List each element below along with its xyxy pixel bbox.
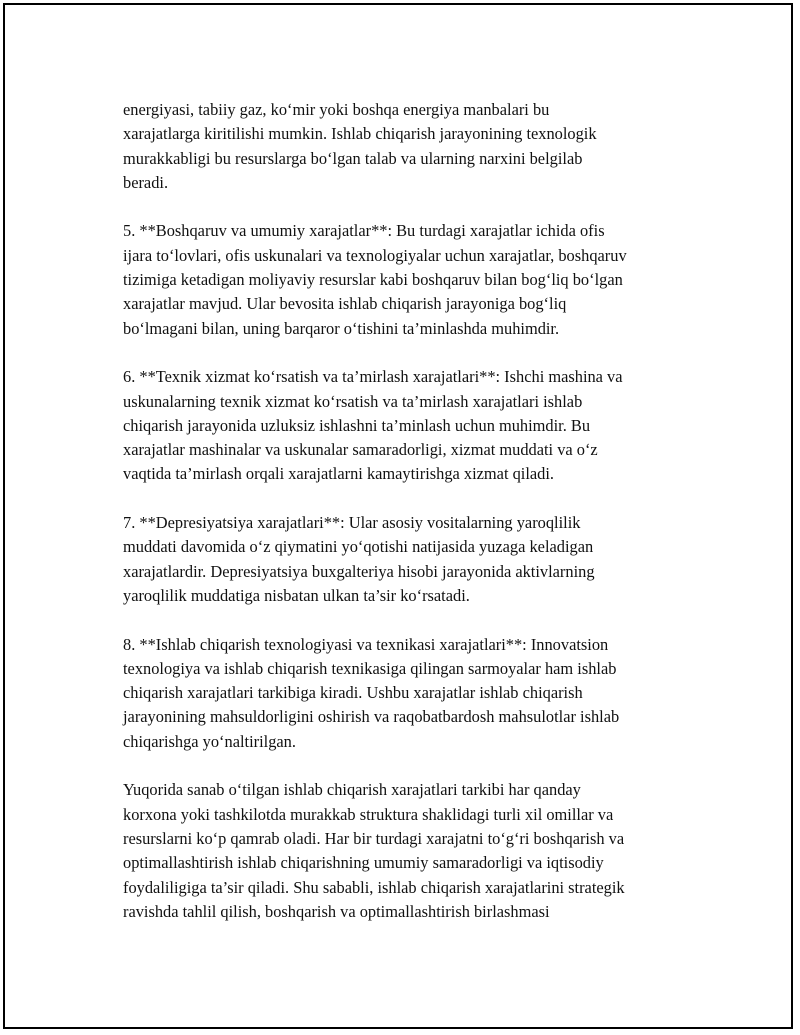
text-line: korxona yoki tashkilotda murakkab struktura shaklidagi turli xil omillar va	[123, 804, 614, 824]
text-line: jarayonining mahsuldorligini oshirish va raqobatbardosh mahsulotlar ishlab	[123, 707, 620, 727]
paragraph-item-5	[123, 219, 703, 340]
text-line: resurslarni ko‘p qamrab oladi. Har bir turdagi xarajatni to‘g‘ri boshqarish va	[123, 828, 625, 848]
text-line: vaqtida ta’mirlash orqali xarajatlarni kamaytirishga xizmat qiladi.	[123, 464, 555, 484]
paragraph-item-7	[123, 511, 703, 608]
text-line: ravishda tahlil qilish, boshqarish va optimallashtirish birlashmasi	[123, 901, 550, 921]
text-line: energiyasi, tabiiy gaz, ko‘mir yoki boshqa energiya manbalari bu	[123, 100, 550, 119]
paragraph-summary	[123, 778, 703, 924]
text-line: texnologiya va ishlab chiqarish texnikasiga qilingan sarmoyalar ham ishlab	[123, 658, 617, 678]
text-line: tizimiga ketadigan moliyaviy resurslar kabi boshqaruv bilan bog‘liq bo‘lgan	[123, 270, 623, 290]
text-line: chiqarish xarajatlari tarkibiga kiradi. Ushbu xarajatlar ishlab chiqarish	[123, 683, 583, 703]
text-line: optimallashtirish ishlab chiqarishning umumiy samaradorligi va iqtisodiy	[123, 853, 604, 873]
text-line: foydaliligiga ta’sir qiladi. Shu sababli, ishlab chiqarish xarajatlarini strategik	[123, 877, 625, 897]
text-line: Yuqorida sanab o‘tilgan ishlab chiqarish xarajatlari tarkibi har qanday	[123, 780, 581, 800]
paragraph-item-8	[123, 633, 703, 754]
text-line: ijara to‘lovlari, ofis uskunalari va texnologiyalar uchun xarajatlar, boshqaruv	[123, 245, 627, 265]
text-line: beradi.	[123, 172, 169, 192]
text-line: xarajatlardir. Depresiyatsiya buxgalteriya hisobi jarayonida aktivlarning	[123, 561, 595, 581]
text-line: 7. **Depresiyatsiya xarajatlari**: Ular asosiy vositalarning yaroqlilik	[123, 513, 581, 533]
text-line: xarajatlar mavjud. Ular bevosita ishlab chiqarish jarayoniga bog‘liq	[123, 294, 567, 314]
document-body	[123, 98, 703, 948]
text-line: xarajatlarga kiritilishi mumkin. Ishlab chiqarish jarayonining texnologik	[123, 124, 597, 144]
text-line: muddati davomida o‘z qiymatini yo‘qotishi natijasida yuzaga keladigan	[123, 537, 594, 557]
text-line: chiqarish jarayonida uzluksiz ishlashni ta’minlash uchun muhimdir. Bu	[123, 415, 591, 435]
paragraph-energy-continuation	[123, 98, 703, 195]
text-line: bo‘lmagani bilan, uning barqaror o‘tishini ta’minlashda muhimdir.	[123, 318, 560, 338]
text-line: 5. **Boshqaruv va umumiy xarajatlar**: Bu turdagi xarajatlar ichida ofis	[123, 221, 605, 241]
text-line: 8. **Ishlab chiqarish texnologiyasi va texnikasi xarajatlari**: Innovatsion	[123, 634, 609, 654]
text-line: 6. **Texnik xizmat ko‘rsatish va ta’mirlash xarajatlari**: Ishchi mashina va	[123, 367, 623, 387]
text-line: chiqarishga yo‘naltirilgan.	[123, 731, 296, 751]
text-line: murakkabligi bu resurslarga bo‘lgan talab va ularning narxini belgilab	[123, 148, 583, 168]
page-frame	[3, 3, 793, 1029]
text-line: yaroqlilik muddatiga nisbatan ulkan ta’sir ko‘rsatadi.	[123, 585, 470, 605]
text-line: xarajatlar mashinalar va uskunalar samaradorligi, xizmat muddati va o‘z	[123, 440, 598, 460]
paragraph-item-6	[123, 365, 703, 486]
text-line: uskunalarning texnik xizmat ko‘rsatish va ta’mirlash xarajatlari ishlab	[123, 391, 583, 411]
